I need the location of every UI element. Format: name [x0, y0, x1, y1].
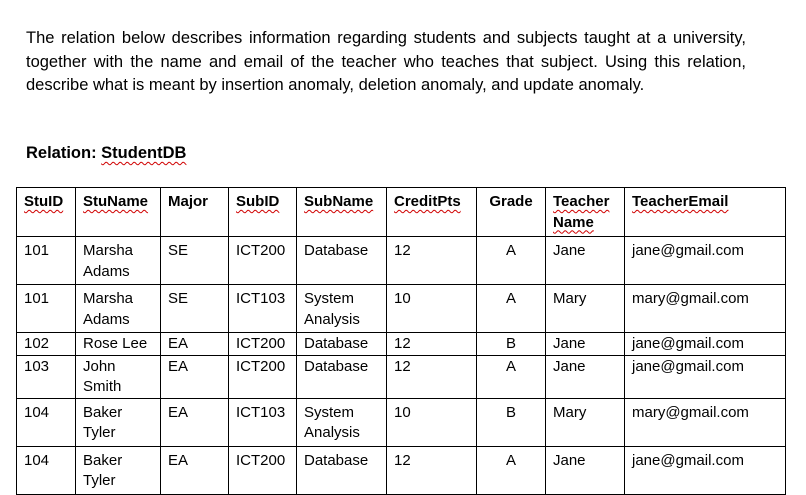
cell-major: EA [161, 355, 229, 398]
cell-subid: ICT103 [229, 398, 297, 446]
cell-teacheremail: jane@gmail.com [625, 237, 786, 285]
cell-teacher-name: Mary [546, 285, 625, 333]
header-teacheremail: TeacherEmail [625, 188, 786, 237]
cell-stuname: Baker Tyler [76, 398, 161, 446]
header-subid: SubID [229, 188, 297, 237]
cell-subid: ICT200 [229, 446, 297, 494]
table-row [17, 446, 786, 494]
cell-subid: ICT103 [229, 285, 297, 333]
table-row [17, 355, 786, 398]
cell-grade: A [477, 446, 546, 494]
cell-grade: A [477, 237, 546, 285]
cell-stuid: 104 [17, 446, 76, 494]
cell-teacheremail: jane@gmail.com [625, 355, 786, 398]
cell-creditpts: 12 [387, 446, 477, 494]
cell-stuname: Baker Tyler [76, 446, 161, 494]
cell-major: EA [161, 333, 229, 356]
cell-major: SE [161, 237, 229, 285]
header-subname: SubName [297, 188, 387, 237]
cell-subname: System Analysis [297, 285, 387, 333]
cell-grade: B [477, 333, 546, 356]
cell-teacheremail: mary@gmail.com [625, 398, 786, 446]
cell-teacher-name: Jane [546, 333, 625, 356]
cell-grade: B [477, 398, 546, 446]
header-teacher-name: Teacher Name [546, 188, 625, 237]
header-major: Major [161, 188, 229, 237]
cell-teacheremail: jane@gmail.com [625, 446, 786, 494]
cell-creditpts: 10 [387, 398, 477, 446]
cell-teacher-name: Jane [546, 446, 625, 494]
header-stuname: StuName [76, 188, 161, 237]
cell-subname: Database [297, 446, 387, 494]
cell-subname: Database [297, 237, 387, 285]
cell-creditpts: 12 [387, 237, 477, 285]
cell-stuname: Rose Lee [76, 333, 161, 356]
cell-stuid: 101 [17, 237, 76, 285]
header-grade: Grade [477, 188, 546, 237]
cell-subname: System Analysis [297, 398, 387, 446]
cell-stuid: 101 [17, 285, 76, 333]
cell-teacher-name: Jane [546, 237, 625, 285]
cell-grade: A [477, 355, 546, 398]
relation-name: StudentDB [101, 144, 187, 162]
table-header-row [17, 188, 786, 237]
cell-subname: Database [297, 333, 387, 356]
cell-creditpts: 12 [387, 355, 477, 398]
cell-grade: A [477, 285, 546, 333]
cell-creditpts: 12 [387, 333, 477, 356]
cell-stuid: 102 [17, 333, 76, 356]
cell-major: SE [161, 285, 229, 333]
cell-subid: ICT200 [229, 237, 297, 285]
table-row [17, 237, 786, 285]
cell-stuid: 104 [17, 398, 76, 446]
cell-teacheremail: mary@gmail.com [625, 285, 786, 333]
table-row [17, 285, 786, 333]
cell-subid: ICT200 [229, 355, 297, 398]
question-paragraph: The relation below describes information regarding students and subjects taught at a university, together with the name and email of the teacher who teaches that subject. Using this relation, describe what is meant by insertion anomaly, deletion anomaly, and update anomaly. [26, 29, 746, 94]
studentdb-table [16, 187, 786, 495]
header-stuid: StuID [17, 188, 76, 237]
cell-teacheremail: jane@gmail.com [625, 333, 786, 356]
cell-subid: ICT200 [229, 333, 297, 356]
cell-major: EA [161, 398, 229, 446]
cell-major: EA [161, 446, 229, 494]
cell-stuname: Marsha Adams [76, 237, 161, 285]
table-row [17, 398, 786, 446]
relation-caption [26, 144, 186, 163]
cell-stuname: Marsha Adams [76, 285, 161, 333]
cell-teacher-name: Mary [546, 398, 625, 446]
table-row [17, 333, 786, 356]
header-creditpts: CreditPts [387, 188, 477, 237]
cell-teacher-name: Jane [546, 355, 625, 398]
cell-stuname: John Smith [76, 355, 161, 398]
cell-stuid: 103 [17, 355, 76, 398]
cell-creditpts: 10 [387, 285, 477, 333]
cell-subname: Database [297, 355, 387, 398]
relation-label: Relation: [26, 144, 102, 162]
